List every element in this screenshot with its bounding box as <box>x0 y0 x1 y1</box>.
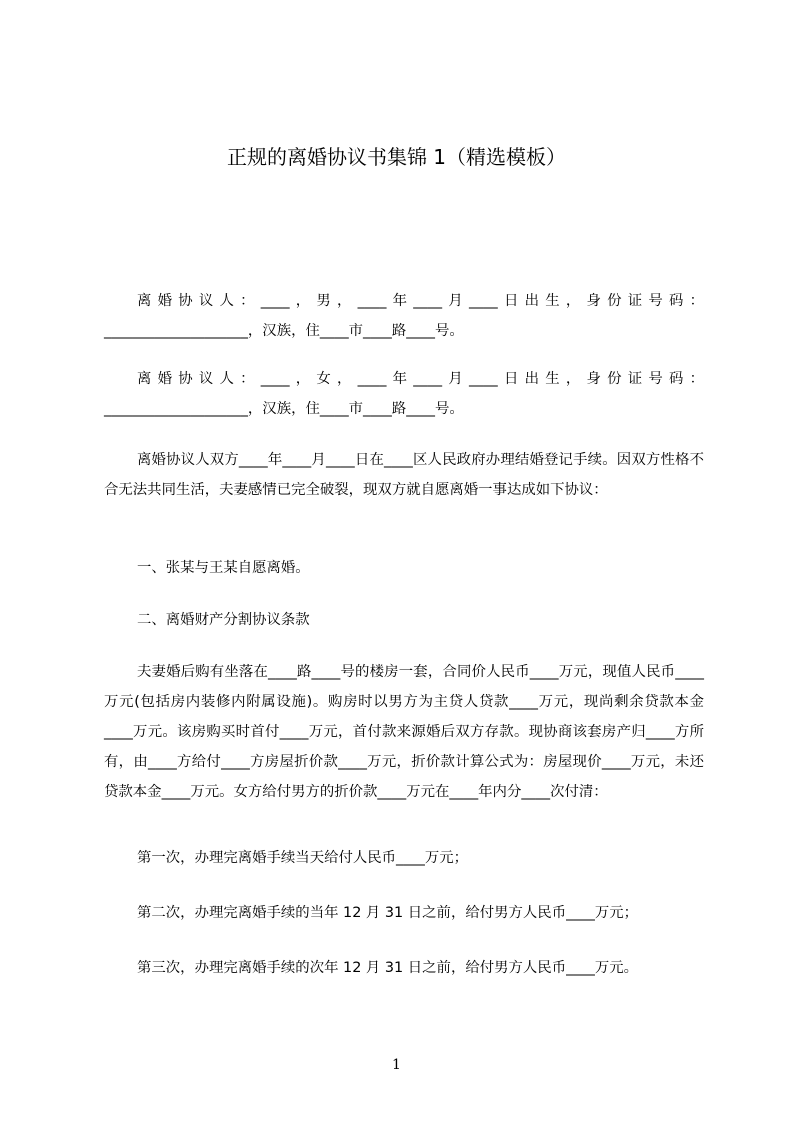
document-title: 正规的离婚协议书集锦 1（精选模板） <box>226 145 567 169</box>
paragraph-clause-two-heading: 二、离婚财产分割协议条款 <box>137 612 310 628</box>
paragraph-party-female: 离婚协议人：____，女，____年____月____日出生，身份证号码：____________________，汉族，住____市____路____号。 <box>104 371 704 417</box>
page-number: 1 <box>392 1057 401 1073</box>
paragraph-marriage-registration: 离婚协议人双方____年____月____日在____区人民政府办理结婚登记手续。因双方性格不合无法共同生活，夫妻感情已完全破裂，现双方就自愿离婚一事达成如下协议： <box>104 452 704 498</box>
paragraph-payment-first: 第一次，办理完离婚手续当天给付人民币____万元； <box>137 850 468 866</box>
paragraph-payment-second: 第二次，办理完离婚手续的当年 12 月 31 日之前，给付男方人民币____万元； <box>137 905 639 921</box>
paragraph-clause-one: 一、张某与王某自愿离婚。 <box>137 560 310 576</box>
paragraph-payment-third: 第三次，办理完离婚手续的次年 12 月 31 日之前，给付男方人民币____万元。 <box>137 960 639 976</box>
paragraph-party-male: 离婚协议人：____，男，____年____月____日出生，身份证号码：____________________，汉族，住____市____路____号。 <box>104 293 704 339</box>
paragraph-property-division: 夫妻婚后购有坐落在____路____号的楼房一套，合同价人民币____万元，现值人民币____万元(包括房内装修内附属设施)。购房时以男方为主贷人贷款____万元，现尚剩余贷款本金____万元。该房购买时首付____万元，首付款来源婚后双方存款。现协商该套房产归____方所有，由____方给付____方房屋折价款____万元，折价款计算公式为：房屋现价____万元，未还贷款本金____万元。女方给付男方的折价款____万元在____年内分____次付清： <box>104 664 704 800</box>
